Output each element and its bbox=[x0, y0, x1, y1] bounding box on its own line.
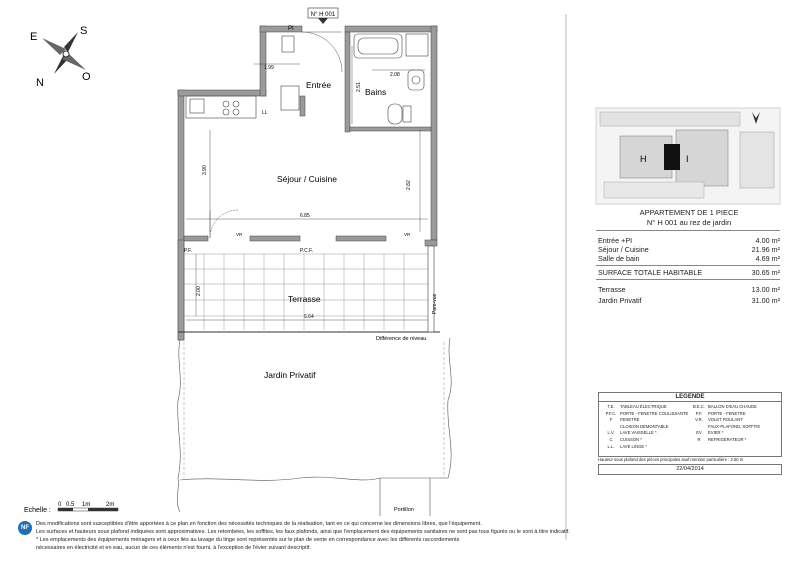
room-terrasse: Terrasse bbox=[288, 294, 321, 304]
svg-text:LL: LL bbox=[262, 110, 268, 116]
svg-text:Portillon: Portillon bbox=[394, 507, 414, 513]
compass-south: S bbox=[80, 25, 88, 37]
svg-text:2.00: 2.00 bbox=[196, 286, 202, 296]
svg-text:1m: 1m bbox=[82, 502, 91, 508]
outdoor-areas: Terrasse 13.00 m² Jardin Privatif 31.00 m² bbox=[598, 285, 780, 305]
svg-text:2m: 2m bbox=[106, 502, 115, 508]
apartment-tag bbox=[308, 8, 338, 24]
apartment-title: APPARTEMENT DE 1 PIECE N° H 001 au rez de jardin bbox=[598, 208, 780, 228]
nf-logo: NF bbox=[18, 521, 32, 535]
svg-text:VR: VR bbox=[236, 232, 243, 237]
scale-bar bbox=[58, 508, 118, 511]
area-table: Entrée +PI 4.00 m² Séjour / Cuisine 21.96 m² Salle de bain 4.69 m² bbox=[598, 236, 780, 263]
svg-text:Echelle :: Echelle : bbox=[24, 507, 51, 514]
room-entree: Entrée bbox=[306, 80, 332, 90]
svg-text:Pare-vue: Pare-vue bbox=[432, 293, 438, 314]
svg-text:Différence de niveau: Différence de niveau bbox=[376, 336, 427, 342]
apartment-subtitle: N° H 001 au rez de jardin bbox=[646, 218, 732, 227]
svg-text:1.99: 1.99 bbox=[264, 65, 274, 71]
legend-box: LEGENDE T.E. TABLEAU ÉLECTRIQUE P.F.C. PORTE - FENETRE COULISSANTE F FENETRE CLOISON DEMONTABLE L.V. LAVE VAISSELLE * C CUISSON * L.L. LAVE LINGE * B.E.C. BALLON D'EAU CHAUDE P.F. PORTE - FENETRE V.R. VOLET ROULANT FAUX-PLAFOND, SOFFITE EV EVIER * R REFRIGERATEUR * bbox=[598, 392, 782, 457]
svg-text:0: 0 bbox=[58, 502, 62, 508]
total-area: SURFACE TOTALE HABITABLE 30.65 m² bbox=[598, 268, 780, 277]
svg-text:P.F.: P.F. bbox=[184, 248, 192, 254]
compass-east: E bbox=[30, 31, 38, 43]
svg-text:2.08: 2.08 bbox=[390, 72, 400, 78]
entrance-door-swing bbox=[302, 32, 342, 72]
svg-text:VR: VR bbox=[404, 232, 411, 237]
hedge-left bbox=[177, 340, 180, 512]
svg-text:6.64: 6.64 bbox=[304, 314, 314, 320]
pare-vue-screen bbox=[428, 246, 434, 332]
height-note: Hauteur sous plafond des pièces principales sauf mention particulière : 2.50 m bbox=[598, 457, 744, 462]
svg-text:N° H 001: N° H 001 bbox=[310, 12, 336, 18]
disclaimer-notes: Des modifications sont susceptibles d'être apportées à ce plan en fonction des nécessités techniques de la réalisation, tant en ce qui concerne les dimensions libres, que l'équipement. Les surfaces et hauteurs sous plafond indiquées sont approximatives. Les retombées, les soffites, les faux plafonds, ainsi que l'emplacement des équipements sanitaires ne sont pas tous figurés ou le sont à titre indicatif. * Les emplacements des équipements ménagers et à ceux liés au lavage du linge sont représentés sur le plan de vente en correspondance avec les différents raccordements nécessaires en électricité et en eau, aucun de ces éléments n'est fourni, à l'exception de l'évier suivant descriptif. bbox=[36, 521, 570, 551]
room-sejour: Séjour / Cuisine bbox=[277, 174, 338, 184]
hedge-right bbox=[448, 338, 451, 478]
svg-text:H: H bbox=[640, 154, 647, 164]
svg-text:2.51: 2.51 bbox=[356, 82, 362, 92]
room-jardin: Jardin Privatif bbox=[264, 370, 316, 380]
room-bains: Bains bbox=[365, 87, 387, 97]
compass-west: O bbox=[82, 71, 91, 83]
site-location-map bbox=[596, 108, 780, 204]
svg-text:PI: PI bbox=[288, 26, 294, 32]
svg-text:I: I bbox=[686, 154, 689, 164]
hedge-bottom bbox=[180, 477, 380, 480]
plan-date: 22/04/2014 bbox=[598, 464, 782, 475]
svg-text:6.85: 6.85 bbox=[300, 213, 310, 219]
svg-text:0.5: 0.5 bbox=[66, 502, 75, 508]
compass-north: N bbox=[36, 77, 44, 89]
svg-text:P.C.F.: P.C.F. bbox=[300, 248, 313, 254]
svg-text:2.82: 2.82 bbox=[406, 180, 412, 190]
svg-text:3.90: 3.90 bbox=[202, 165, 208, 175]
